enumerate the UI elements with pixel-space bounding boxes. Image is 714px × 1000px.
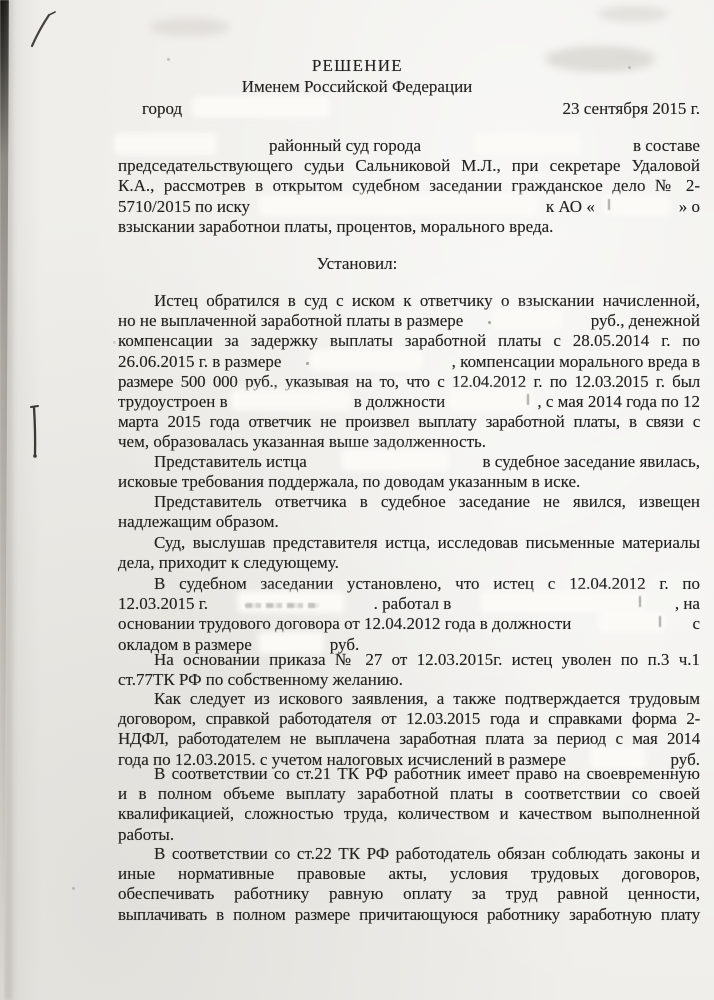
- claim-line-7: марта 2015 года ответчик не произвел выплату заработной платы, в связи с: [118, 412, 700, 432]
- claim-text: руб., денежной: [590, 311, 700, 331]
- redaction-representative-name: [345, 453, 445, 467]
- plaintiff-rep-line-1: [118, 452, 700, 472]
- claim-line-2: [118, 311, 700, 331]
- dismissal-line-2: ст.77ТК РФ по собственному желанию.: [118, 670, 403, 690]
- intro-line-5: взыскании заработнои платы, процентов, морального вреда.: [118, 216, 554, 236]
- evidence-line-3: НДФЛ, работодателем не выплачена заработная плата за период с мая 2014: [118, 729, 700, 749]
- intro-line-3: К.А., рассмотрев в открытом судебном заседании гражданское дело № 2-: [118, 176, 700, 196]
- court-line-2: дела, приходит к следующему.: [118, 553, 339, 573]
- evidence-text: года по 12.03.2015. с учетом налоговых исчислений в размере: [118, 749, 566, 769]
- redaction-employer-name: [484, 595, 642, 609]
- redaction-plaintiff-name: [262, 198, 534, 212]
- evidence-text: руб.: [670, 749, 700, 769]
- claim-line-8: чем, образовалась указанная выше задолженность.: [118, 432, 487, 452]
- intro-text: в составе: [633, 136, 700, 155]
- redaction-job-title: [602, 615, 662, 629]
- article-22-paragraph: [118, 844, 700, 925]
- redaction-compensation-amount: [314, 353, 419, 367]
- claim-text: но не выплаченной заработной платы в размере: [118, 311, 464, 331]
- facts-text: . работал в: [373, 594, 452, 614]
- redaction-district-name: [118, 137, 213, 151]
- art21-line-1: В соответствии со ст.21 ТК РФ работник имеет право на своевременную: [154, 764, 700, 783]
- redaction-debt-amount: [594, 751, 642, 765]
- claim-text: , с мая 2014 года по 12: [537, 391, 700, 411]
- defendant-rep-line-2: надлежащим образом.: [118, 512, 279, 532]
- facts-line-2: [118, 594, 700, 614]
- redaction-salary-amount: [496, 312, 558, 326]
- city-label: город: [142, 99, 183, 118]
- art22-line-3: обеспечивать работнику равную оплату за труд равной ценности,: [118, 884, 700, 904]
- facts-text: , на: [674, 594, 700, 614]
- claim-text: в должности: [353, 391, 446, 411]
- plaintiff-rep-line-2: исковые требования поддержала, по доводам указанным в иске.: [118, 472, 581, 492]
- claim-line-4: [118, 352, 700, 372]
- decision-date: 23 сентября 2015 г.: [562, 99, 700, 118]
- redaction-salary-figure: [262, 636, 320, 650]
- claim-paragraph: [118, 291, 700, 453]
- established-facts-paragraph: [118, 574, 700, 655]
- scan-smudge: [150, 18, 230, 36]
- art21-line-4: работы.: [118, 824, 175, 844]
- claim-line-6: [118, 392, 700, 412]
- case-number-text: 5710/2015 по иску: [118, 196, 250, 216]
- intro-text: » о: [678, 196, 700, 216]
- rep-text: Представитель истца: [154, 452, 307, 471]
- facts-line-3: [118, 614, 700, 634]
- section-heading: Установил:: [316, 254, 398, 273]
- claim-line-3: компенсации за задержку выплаты заработной платы с 28.05.2014 г. по: [118, 331, 700, 351]
- intro-line-1: [118, 136, 700, 156]
- defendant-rep-paragraph: [118, 492, 700, 532]
- evidence-paragraph: [118, 689, 700, 770]
- evidence-line-2: договором, справкой работодателя от 12.03.2015 года и справками форма 2-: [118, 709, 700, 729]
- facts-text: с: [692, 614, 700, 634]
- redaction-plaintiff-name: [241, 595, 341, 609]
- pen-stroke-artifact: [29, 404, 41, 460]
- dismissal-line-1: На основании приказа № 27 от 12.03.2015г. истец уволен по п.3 ч.1: [154, 650, 700, 669]
- intro-line-2: председательствующего судьи Сальниковой М.Л., при секретаре Удаловой: [118, 156, 700, 176]
- court-consideration-paragraph: [118, 533, 700, 573]
- scan-smudge: [598, 6, 668, 22]
- decision-subtitle: Именем Российской Федерации: [241, 77, 473, 96]
- redaction-company-name: [607, 198, 667, 212]
- intro-text: районный суд города: [269, 136, 422, 155]
- facts-text: 12.03.2015 г.: [118, 594, 209, 614]
- claim-text: , компенсации морального вреда в: [451, 351, 700, 371]
- article-21-paragraph: [118, 764, 700, 845]
- defendant-rep-line-1: Представитель ответчика в судебное заседание не явился, извещен: [154, 492, 700, 511]
- art22-line-1: В соответствии со ст.22 ТК РФ работодатель обязан соблюдать законы и: [154, 844, 700, 863]
- claim-text: 26.06.2015 г. в размере: [118, 351, 282, 371]
- evidence-line-1: Как следует из искового заявления, а также подтверждается трудовым: [154, 689, 700, 708]
- intro-line-4: [118, 197, 700, 217]
- facts-text: окладом в размере: [118, 634, 252, 654]
- intro-paragraph: [118, 136, 700, 237]
- redaction-employer-name: [235, 393, 347, 407]
- claim-text: трудоустроен в: [118, 391, 228, 411]
- court-line-1: Суд, выслушав представителя истца, исследовав письменные материалы: [154, 533, 700, 552]
- facts-text: основании трудового договора от 12.04.2012 года в должности: [118, 614, 572, 634]
- redaction-job-title: [452, 393, 530, 407]
- facts-line-1: В судебном заседании установлено, что истец с 12.04.2012 г. по: [154, 574, 700, 593]
- plaintiff-rep-paragraph: [118, 452, 700, 492]
- decision-title: Р Е Ш Е Н И Е: [311, 56, 403, 75]
- art22-line-4: выплачивать в полном размере причитающуюся работнику заработную плату: [118, 904, 700, 924]
- defendant-text: к АО «: [545, 196, 595, 216]
- claim-line-5: размере 500 000 руб., указывая на то, что с 12.04.2012 г. по 12.03.2015 г. был: [118, 371, 700, 391]
- art21-line-2: и в полном объеме выплату заработной платы в соответствии со своей: [118, 784, 700, 804]
- art21-line-3: квалификацией, сложностью труда, количеством и качеством выполненной: [118, 804, 700, 824]
- rep-text: в судебное заседание явилась,: [482, 452, 700, 471]
- redaction-city-name: [477, 137, 577, 151]
- facts-text: руб.: [329, 634, 360, 654]
- art22-line-2: иные нормативные правовые акты, условия трудовых договоров,: [118, 864, 700, 884]
- claim-line-1: Истец обратился в суд с иском к ответчику о взыскании начисленной,: [154, 291, 700, 310]
- city-date-line: [118, 99, 700, 119]
- redaction-city-name: [196, 100, 326, 114]
- page-edge-soft-shadow: [6, 0, 16, 1000]
- dismissal-paragraph: [118, 650, 700, 690]
- handwritten-slash-mark: [26, 8, 60, 50]
